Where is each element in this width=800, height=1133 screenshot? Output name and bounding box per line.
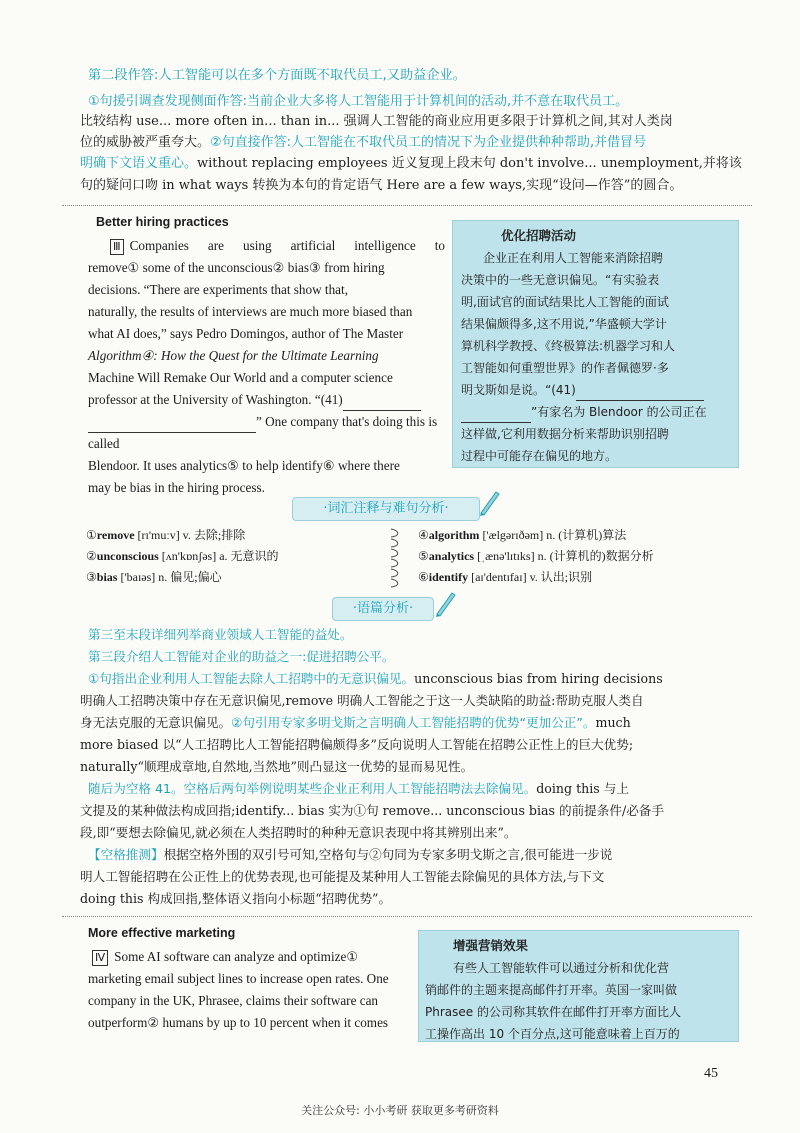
text: Companies are using artificial intelligence to <box>129 238 445 253</box>
translation-line: 明,面试官的面试结果比人工智能的面试 <box>461 295 669 309</box>
vocab-item: ③bias ['baɪəs] n. 偏见;偏心 <box>86 570 222 584</box>
article-line: Algorithm④: How the Quest for the Ultimate Learning <box>88 348 379 363</box>
vocab-item: ⑤analytics [ˌænə'lɪtɪks] n. (计算机的)数据分析 <box>418 549 654 563</box>
translation-line: 结果偏颇得多,这不用说,”华盛顿大学计 <box>461 317 667 331</box>
article-paragraph <box>88 946 445 1034</box>
analysis-line: 文提及的某种做法构成回指;identify... bias 实为①句 remove... unconscious bias 的前提条件/必备手 <box>80 803 664 818</box>
analysis-line <box>80 112 673 132</box>
translation-box <box>452 220 739 468</box>
translation-line: Phrasee 的公司称其软件在邮件打开率方面比人 <box>425 1005 681 1019</box>
paragraph-marker: Ⅲ <box>110 239 124 255</box>
translation-title: 增强营销效果 <box>453 938 529 953</box>
vocab-item: ①remove [rɪ'muːv] v. 去除;排除 <box>86 528 246 542</box>
article-subtitle: Better hiring practices <box>96 215 229 229</box>
plain-text: without replacing employees 近义复现上段末句 don't involve... unemployment,并将该 <box>197 156 742 171</box>
text: ”有家名为 Blendoor 的公司正在 <box>531 405 707 419</box>
plain-text: 位的威胁被严重夸大。 <box>80 135 211 150</box>
article-line: remove① some of the unconscious② bias③ from hiring <box>88 260 385 275</box>
translation-line: 工智能如何重塑世界》的作者佩德罗·多 <box>461 361 669 375</box>
article-line: naturally, the results of interviews are much more biased than <box>88 304 413 319</box>
vocab-item: ②unconscious [ʌn'kɒnʃəs] a. 无意识的 <box>86 549 279 563</box>
translation-title: 优化招聘活动 <box>501 228 577 243</box>
article-subtitle: More effective marketing <box>88 926 236 940</box>
translation-line: 有些人工智能软件可以通过分析和优化营 <box>453 961 670 975</box>
divider <box>62 205 752 206</box>
translation-line <box>461 401 707 423</box>
pen-icon <box>478 488 500 516</box>
text: Some AI software can analyze and optimize① <box>114 949 359 964</box>
article-line: marketing email subject lines to increase open rates. One <box>88 971 389 986</box>
analysis-line: 段,即“要想去除偏见,就必须在人类招聘时的种种无意识表现中将其辨别出来”。 <box>80 825 517 840</box>
article-line: may be bias in the hiring process. <box>88 480 265 495</box>
vocab-title: ·词汇注释与难句分析· <box>292 497 480 521</box>
analysis-line: 第三至末段详细列举商业领域人工智能的益处。 <box>88 627 353 642</box>
article-line: company in the UK, Phrasee, claims their software can <box>88 993 379 1008</box>
teal-text: ①句援引调查发现侧面作答:当前企业大多将人工智能用于计算机间的活动,并不意在取代员工。 <box>88 94 629 109</box>
analysis-line <box>88 92 628 112</box>
translation-line: 算机科学教授、《终极算法:机器学习和人 <box>461 339 676 353</box>
vocab-item: ④algorithm ['ælgərɪðəm] n. (计算机)算法 <box>418 528 627 542</box>
translation-box <box>418 930 739 1042</box>
translation-line <box>461 379 704 401</box>
section-heading: 第二段作答:人工智能可以在多个方面既不取代员工,又助益企业。 <box>88 68 466 83</box>
analysis-line: 随后为空格 41。空格后两句举例说明某些企业正利用人工智能招聘法去除偏见。doing this 与上 <box>88 781 629 796</box>
plain-text: 句的疑问口吻 in what ways 转换为本句的肯定语气 Here are a few ways,实现“设问—作答”的圆合。 <box>80 178 683 193</box>
translation-line: 销邮件的主题来提高邮件打开率。英国一家叫做 <box>425 983 678 997</box>
analysis-line: 身无法克服的无意识偏见。②句引用专家多明戈斯之言明确人工智能招聘的优势“更加公正”。much <box>80 715 631 730</box>
plain-text: 比较结构 use... more often in... than in... 强调人工智能的商业应用更多限于计算机之间,其对人类岗 <box>80 114 673 129</box>
pen-icon <box>434 589 456 617</box>
analysis-line <box>80 154 742 174</box>
translation-line: 决策中的一些无意识偏见。“有实验表 <box>461 273 660 287</box>
tag-blank-guess: 【空格推测】 <box>88 847 164 862</box>
translation-line: 这样做,它利用数据分析来帮助识别招聘 <box>461 427 669 441</box>
page-number: 45 <box>704 1066 718 1081</box>
teal-text: 明确下文语义重心。 <box>80 156 198 171</box>
article-line <box>88 946 445 968</box>
blank-41-cont <box>88 432 256 433</box>
analysis-line: 明确人工招聘决策中存在无意识偏见,remove 明确人工智能之于这一人类缺陷的助益:帮助克服人类自 <box>80 693 644 708</box>
footer-note: 关注公众号: 小小考研 获取更多考研资料 <box>301 1104 499 1117</box>
analysis-line: 第三段介绍人工智能对企业的助益之一:促进招聘公平。 <box>88 649 395 664</box>
analysis-line: naturally“顺理成章地,自然地,当然地”则凸显这一优势的显而易见性。 <box>80 759 474 774</box>
text: ” One company that's doing this is called <box>88 414 438 451</box>
text: professor at the University of Washington. “(41) <box>88 392 343 407</box>
article-line: decisions. “There are experiments that show that, <box>88 282 348 297</box>
analysis-line: more biased 以“人工招聘比人工智能招聘偏颇得多”反向说明人工智能在招聘公正性上的巨大优势; <box>80 737 634 752</box>
vocab-item: ⑥identify [aɪ'dentɪfaɪ] v. 认出;识别 <box>418 570 593 584</box>
divider <box>62 916 752 917</box>
analysis-line <box>80 133 646 153</box>
article-line: Machine Will Remake Our World and a computer science <box>88 370 393 385</box>
analysis-line: ①句指出企业利用人工智能去除人工招聘中的无意识偏见。unconscious bias from hiring decisions <box>88 671 663 686</box>
teal-text: ②句直接作答:人工智能在不取代员工的情况下为企业提供种种帮助,并借冒号 <box>210 135 647 150</box>
text: 明戈斯如是说。“(41) <box>461 383 576 397</box>
analysis-title: ·语篇分析· <box>332 597 434 621</box>
article-line <box>88 411 445 455</box>
analysis-line: 【空格推测】根据空格外围的双引号可知,空格句与②句同为专家多明戈斯之言,很可能进一步说 <box>88 847 613 862</box>
spiral-divider <box>388 527 402 591</box>
translation-line: 工操作高出 10 个百分点,这可能意味着上百万的 <box>425 1027 680 1041</box>
article-line <box>88 389 445 411</box>
article-line: Blendoor. It uses analytics⑤ to help identify⑥ where there <box>88 458 400 473</box>
translation-line: 过程中可能存在偏见的地方。 <box>461 449 618 463</box>
translation-line: 企业正在利用人工智能来消除招聘 <box>483 251 664 265</box>
article-line: outperform② humans by up to 10 percent when it comes <box>88 1015 389 1030</box>
article-paragraph <box>88 235 445 499</box>
analysis-line: 明人工智能招聘在公正性上的优势表现,也可能提及某种用人工智能去除偏见的具体方法,与下文 <box>80 869 605 884</box>
article-line: what AI does,” says Pedro Domingos, author of The Master <box>88 326 404 341</box>
article-line <box>88 235 445 257</box>
analysis-line <box>80 176 682 196</box>
analysis-line: doing this 构成回指,整体语义指向小标题“招聘优势”。 <box>80 891 392 906</box>
paragraph-marker: Ⅳ <box>92 950 108 966</box>
